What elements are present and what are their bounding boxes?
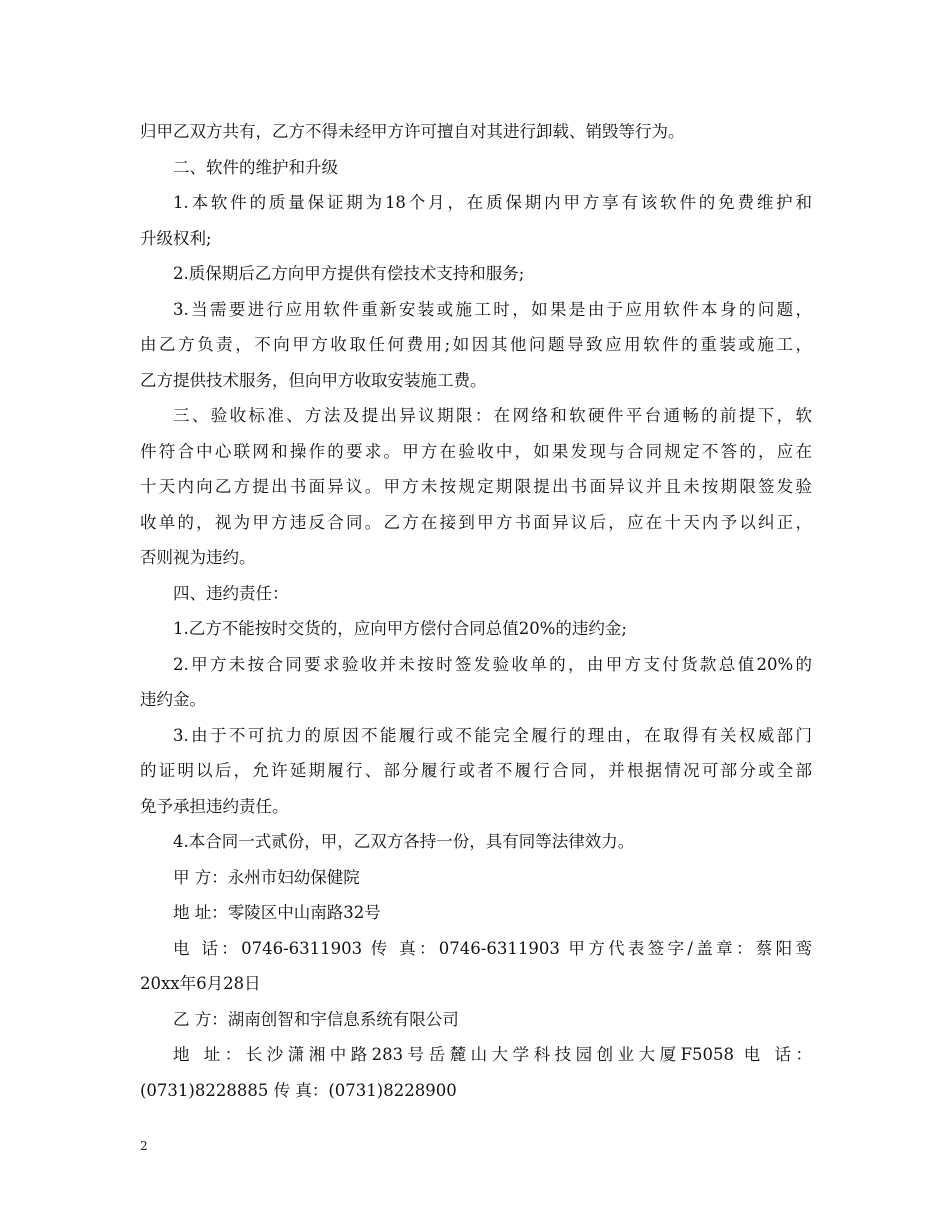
body-line: 1.乙方不能按时交货的，应向甲方偿付合同总值20%的违约金; — [173, 619, 627, 638]
body-line: 否则视为违约。 — [140, 548, 256, 567]
body-line: 2.甲方未按合同要求验收并未按时签发验收单的，由甲方支付货款总值20%的 — [173, 654, 812, 674]
section-heading-liability: 四、违约责任： — [173, 583, 289, 603]
body-line: 违约金。 — [140, 690, 206, 709]
body-line: 件符合中心联网和操作的要求。甲方在验收中，如果发现与合同规定不答的，应在 — [140, 441, 812, 461]
signing-date: 20xx年6月28日 — [140, 974, 261, 993]
body-line: 3.当需要进行应用软件重新安装或施工时，如果是由于应用软件本身的问题， — [173, 299, 812, 319]
body-line: 升级权利; — [140, 228, 212, 248]
party-a-address: 地 址：零陵区中山南路32号 — [173, 903, 381, 922]
body-line: 4.本合同一式贰份，甲，乙双方各持一份，具有同等法律效力。 — [173, 832, 635, 851]
body-line: 收单的，视为甲方违反合同。乙方在接到甲方书面异议后，应在十天内予以纠正， — [140, 512, 812, 532]
section-heading-acceptance: 三、验收标准、方法及提出异议期限：在网络和软硬件平台通畅的前提下，软 — [173, 406, 812, 425]
body-line: 1.本软件的质量保证期为18个月，在质保期内甲方享有该软件的免费维护和 — [173, 193, 812, 212]
party-b-contact: (0731)8228885 传 真：(0731)8228900 — [140, 1080, 457, 1100]
body-line: 免予承担违约责任。 — [140, 796, 289, 816]
party-a-contact: 电 话：0746-6311903 传 真：0746-6311903 甲方代表签字/盖章：蔡阳鸾 — [173, 938, 812, 958]
section-heading-maintenance: 二、软件的维护和升级 — [173, 157, 338, 177]
contract-body — [140, 114, 812, 1108]
body-line: 十天内向乙方提出书面异议。甲方未按规定期限提出书面异议并且未按期限签发验 — [140, 477, 812, 496]
party-b-name: 乙 方：湖南创智和宇信息系统有限公司 — [173, 1009, 459, 1029]
page-number: 2 — [140, 1139, 148, 1153]
party-b-address: 地 址：长沙潇湘中路283号岳麓山大学科技园创业大厦F5058 电 话： — [173, 1045, 812, 1064]
party-a-name: 甲 方：永州市妇幼保健院 — [173, 867, 360, 887]
body-line: 3.由于不可抗力的原因不能履行或不能完全履行的理由，在取得有关权威部门 — [173, 725, 812, 745]
body-line: 的证明以后，允许延期履行、部分履行或者不履行合同，并根据情况可部分或全部 — [140, 761, 812, 780]
body-line: 归甲乙双方共有，乙方不得未经甲方许可擅自对其进行卸载、销毁等行为。 — [140, 122, 685, 141]
body-line: 乙方提供技术服务，但向甲方收取安装施工费。 — [140, 370, 487, 390]
body-line: 2.质保期后乙方向甲方提供有偿技术支持和服务; — [173, 264, 525, 283]
body-line: 由乙方负责，不向甲方收取任何费用;如因其他问题导致应用软件的重装或施工， — [140, 335, 812, 354]
